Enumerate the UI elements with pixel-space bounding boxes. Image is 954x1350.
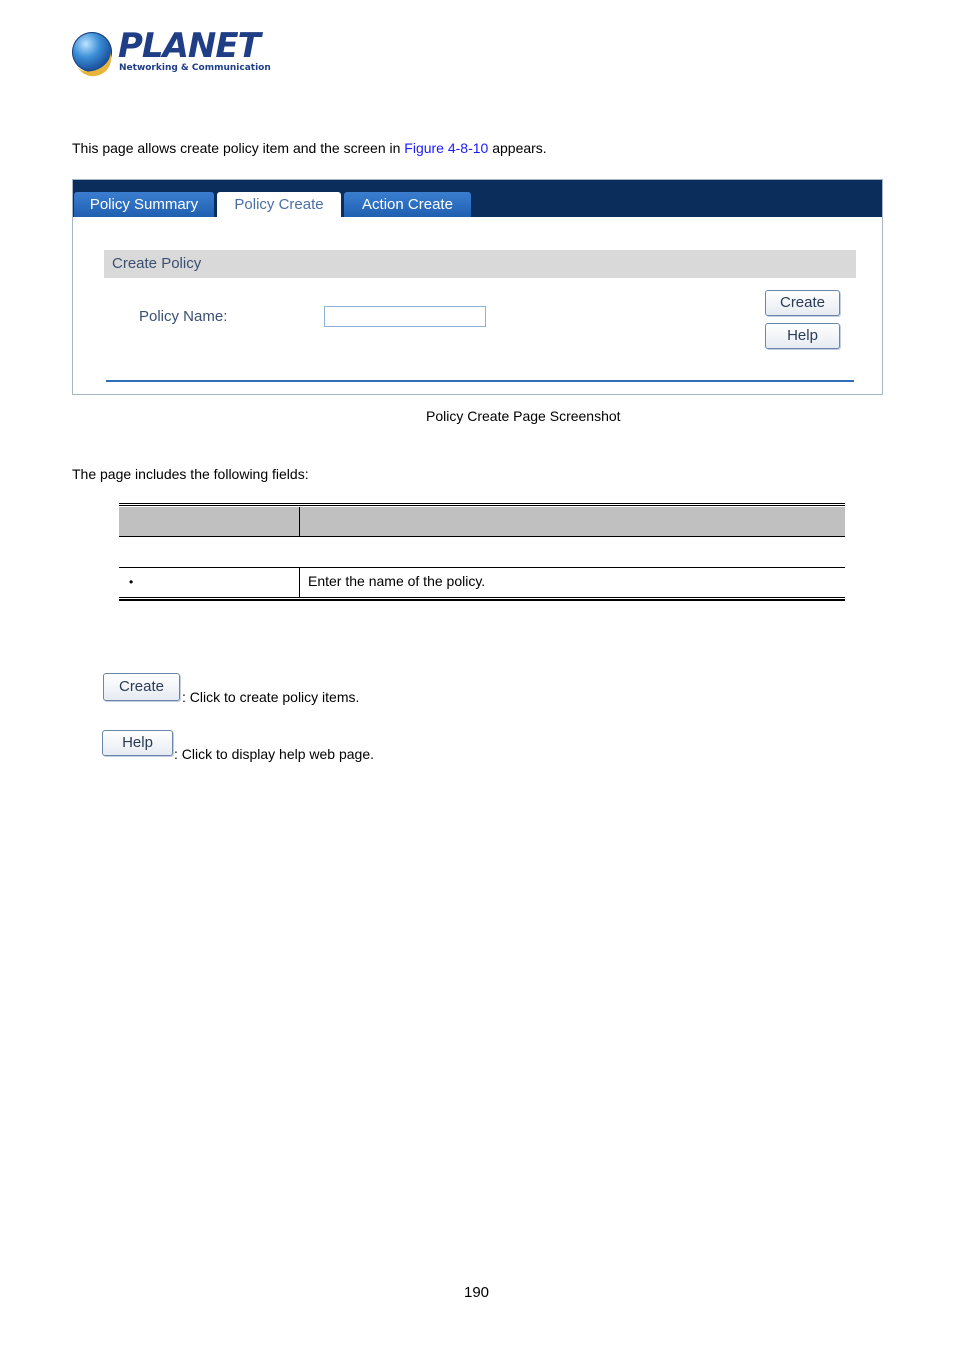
logo-tagline: Networking & Communication xyxy=(119,63,271,73)
figure-caption: Policy Create Page Screenshot xyxy=(426,408,621,424)
create-button-sample[interactable]: Create xyxy=(103,673,180,701)
tab-action-create[interactable]: Action Create xyxy=(344,192,471,217)
table-bottom-rule xyxy=(119,597,845,601)
tab-bar xyxy=(73,180,882,217)
policy-create-screenshot xyxy=(72,179,883,395)
page-number: 190 xyxy=(464,1284,490,1301)
intro-paragraph xyxy=(72,140,547,156)
bottom-divider xyxy=(106,380,854,382)
table-header xyxy=(119,507,845,537)
row-description: Enter the name of the policy. xyxy=(308,573,486,589)
help-button[interactable]: Help xyxy=(765,323,840,349)
table-top-rule xyxy=(119,503,845,506)
intro-text-after: appears. xyxy=(488,140,547,156)
tab-policy-summary[interactable]: Policy Summary xyxy=(74,192,214,217)
help-button-description: : Click to display help web page. xyxy=(174,746,374,762)
column-divider xyxy=(299,507,300,536)
create-button-description: : Click to create policy items. xyxy=(182,689,360,705)
logo-wordmark: PLANET xyxy=(118,26,260,66)
policy-name-input[interactable] xyxy=(324,306,486,327)
row-bullet: • xyxy=(129,575,134,589)
table-row xyxy=(119,567,845,597)
intro-text-before: This page allows create policy item and the screen in xyxy=(72,140,405,156)
fields-intro: The page includes the following fields: xyxy=(72,466,309,482)
help-button-sample[interactable]: Help xyxy=(102,730,173,756)
column-divider xyxy=(299,568,300,597)
create-button[interactable]: Create xyxy=(765,290,840,316)
figure-link[interactable]: Figure 4-8-10 xyxy=(404,140,489,156)
policy-name-label: Policy Name: xyxy=(139,308,228,325)
section-title: Create Policy xyxy=(104,250,856,278)
planet-logo xyxy=(72,26,271,76)
tab-policy-create[interactable]: Policy Create xyxy=(217,192,341,217)
